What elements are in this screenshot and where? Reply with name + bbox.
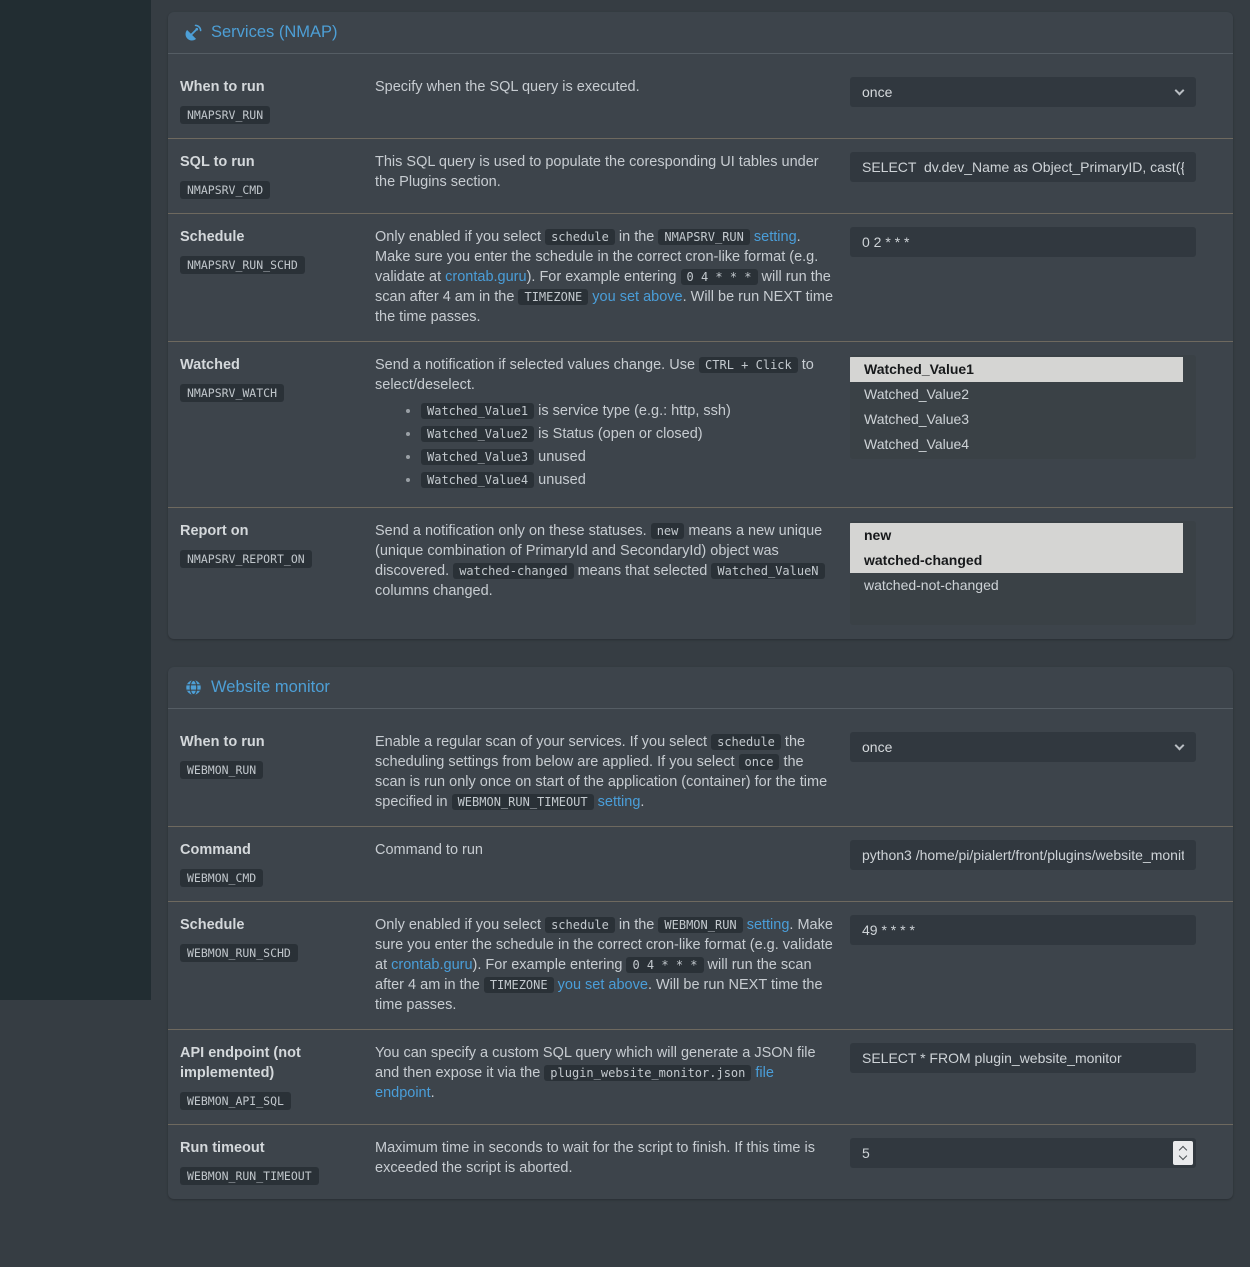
description-text: Specify when the SQL query is executed. bbox=[375, 79, 640, 95]
inline-link[interactable]: crontab.guru bbox=[445, 269, 526, 285]
setting-description bbox=[375, 839, 850, 887]
setting-label: Watched bbox=[180, 355, 375, 375]
setting-description bbox=[375, 226, 850, 327]
inline-code: TIMEZONE bbox=[518, 289, 588, 305]
inline-code: Watched_ValueN bbox=[711, 563, 824, 579]
setting-label-cell bbox=[180, 1137, 375, 1185]
setting-control-cell bbox=[850, 226, 1196, 327]
bullet-item bbox=[421, 401, 834, 421]
setting-number-input[interactable] bbox=[850, 1138, 1196, 1168]
setting-description bbox=[375, 76, 850, 124]
setting-select[interactable] bbox=[850, 77, 1196, 107]
description-text: the scheduling settings from below are applied. If you select bbox=[375, 734, 805, 770]
description-text: unused bbox=[534, 449, 586, 465]
inline-code: WEBMON_RUN bbox=[658, 917, 742, 933]
description-text: will run the scan after 4 am in the bbox=[375, 957, 812, 993]
setting-description bbox=[375, 520, 850, 625]
description-text: columns changed. bbox=[375, 583, 493, 599]
description-text: the scan is run only once on start of the application (container) for the time specified in bbox=[375, 754, 827, 810]
description-text: ). For example entering bbox=[527, 269, 681, 285]
setting-label-cell bbox=[180, 76, 375, 124]
inline-code: Watched_Value4 bbox=[421, 472, 534, 488]
setting-description bbox=[375, 1137, 850, 1185]
description-text: . Make sure you enter the schedule in the correct cron-like format (e.g. validate at bbox=[375, 917, 833, 973]
setting-key-badge: NMAPSRV_RUN bbox=[180, 106, 270, 124]
description-text: Send a notification only on these statuses. bbox=[375, 523, 651, 539]
inline-code: CTRL + Click bbox=[699, 357, 798, 373]
globe-icon bbox=[184, 679, 202, 697]
setting-multiselect[interactable] bbox=[850, 521, 1196, 625]
satellite-dish-icon bbox=[184, 24, 202, 42]
setting-label: When to run bbox=[180, 732, 375, 752]
setting-label-cell bbox=[180, 520, 375, 625]
setting-input[interactable] bbox=[850, 1043, 1196, 1073]
setting-control-cell bbox=[850, 839, 1196, 887]
description-bullet-list bbox=[375, 401, 834, 490]
panel-title: Website monitor bbox=[211, 678, 330, 697]
multiselect-option[interactable]: Watched_Value3 bbox=[850, 407, 1183, 432]
setting-key-badge: WEBMON_RUN bbox=[180, 761, 263, 779]
inline-link[interactable]: you set above bbox=[558, 977, 648, 993]
setting-label-cell bbox=[180, 354, 375, 493]
inline-code: schedule bbox=[545, 229, 615, 245]
description-text: Only enabled if you select bbox=[375, 917, 545, 933]
bullet-item bbox=[421, 447, 834, 467]
description-text: . Will be run NEXT time the time passes. bbox=[375, 977, 823, 1013]
inline-code: once bbox=[739, 754, 780, 770]
setting-row bbox=[168, 1124, 1233, 1199]
setting-control-cell bbox=[850, 731, 1196, 812]
setting-row bbox=[168, 341, 1233, 507]
setting-control-cell bbox=[850, 151, 1196, 199]
setting-label-cell bbox=[180, 1042, 375, 1110]
setting-key-badge: WEBMON_RUN_TIMEOUT bbox=[180, 1167, 319, 1185]
setting-label-cell bbox=[180, 151, 375, 199]
inline-link[interactable]: setting bbox=[747, 917, 790, 933]
inline-code: 0 4 * * * bbox=[681, 269, 758, 285]
setting-description bbox=[375, 1042, 850, 1110]
inline-code: TIMEZONE bbox=[484, 977, 554, 993]
setting-key-badge: NMAPSRV_WATCH bbox=[180, 384, 284, 402]
description-text: ). For example entering bbox=[473, 957, 627, 973]
setting-description bbox=[375, 354, 850, 493]
settings-content bbox=[151, 0, 1250, 1267]
setting-row bbox=[168, 826, 1233, 901]
setting-select[interactable] bbox=[850, 732, 1196, 762]
multiselect-option[interactable]: watched-not-changed bbox=[850, 573, 1183, 598]
setting-label-cell bbox=[180, 731, 375, 812]
inline-code: watched-changed bbox=[453, 563, 573, 579]
setting-key-badge: NMAPSRV_RUN_SCHD bbox=[180, 256, 305, 274]
description-text: Enable a regular scan of your services. If you select bbox=[375, 734, 711, 750]
panel-rows bbox=[168, 54, 1233, 639]
description-text: Command to run bbox=[375, 842, 483, 858]
setting-input[interactable] bbox=[850, 840, 1196, 870]
select-wrapper bbox=[850, 77, 1196, 107]
description-text: means that selected bbox=[574, 563, 712, 579]
description-text: Only enabled if you select bbox=[375, 229, 545, 245]
setting-input[interactable] bbox=[850, 227, 1196, 257]
inline-link[interactable]: setting bbox=[598, 794, 641, 810]
setting-key-badge: WEBMON_CMD bbox=[180, 869, 263, 887]
description-text: in the bbox=[615, 917, 659, 933]
setting-row bbox=[168, 709, 1233, 826]
setting-row bbox=[168, 54, 1233, 138]
sidebar bbox=[0, 0, 151, 1000]
setting-control-cell bbox=[850, 1137, 1196, 1185]
select-wrapper bbox=[850, 732, 1196, 762]
inline-code: schedule bbox=[545, 917, 615, 933]
setting-control-cell bbox=[850, 1042, 1196, 1110]
number-spinner[interactable] bbox=[1173, 1141, 1193, 1165]
setting-description bbox=[375, 731, 850, 812]
multiselect-option[interactable]: Watched_Value1 bbox=[850, 357, 1183, 382]
inline-code: NMAPSRV_RUN bbox=[658, 229, 749, 245]
inline-code: 0 4 * * * bbox=[626, 957, 703, 973]
inline-code: Watched_Value3 bbox=[421, 449, 534, 465]
inline-code: plugin_website_monitor.json bbox=[544, 1065, 751, 1081]
panel-rows bbox=[168, 709, 1233, 1199]
inline-code: Watched_Value2 bbox=[421, 426, 534, 442]
inline-code: WEBMON_RUN_TIMEOUT bbox=[452, 794, 594, 810]
description-text: Send a notification if selected values change. Use bbox=[375, 357, 699, 373]
setting-label: Run timeout bbox=[180, 1138, 375, 1158]
description-text: . Will be run NEXT time the time passes. bbox=[375, 289, 833, 325]
number-input-wrapper bbox=[850, 1138, 1196, 1168]
setting-control-cell bbox=[850, 354, 1196, 493]
description-text: in the bbox=[615, 229, 659, 245]
panel-header bbox=[168, 667, 1233, 709]
setting-control-cell bbox=[850, 520, 1196, 625]
panel-title: Services (NMAP) bbox=[211, 23, 338, 42]
spinner-down-icon[interactable] bbox=[1179, 1152, 1187, 1160]
description-text: will run the scan after 4 am in the bbox=[375, 269, 831, 305]
inline-link[interactable]: file endpoint bbox=[375, 1065, 774, 1101]
setting-row bbox=[168, 213, 1233, 341]
bullet-item bbox=[421, 470, 834, 490]
setting-control-cell bbox=[850, 76, 1196, 124]
inline-code: Watched_Value1 bbox=[421, 403, 534, 419]
multiselect-option[interactable]: watched-changed bbox=[850, 548, 1183, 573]
setting-label-cell bbox=[180, 839, 375, 887]
description-text: to select/deselect. bbox=[375, 357, 814, 393]
description-text: Maximum time in seconds to wait for the script to finish. If this time is exceeded the script is aborted. bbox=[375, 1140, 815, 1176]
inline-link[interactable]: crontab.guru bbox=[391, 957, 472, 973]
setting-label: Schedule bbox=[180, 915, 375, 935]
description-text: is service type (e.g.: http, ssh) bbox=[534, 403, 731, 419]
setting-label: SQL to run bbox=[180, 152, 375, 172]
description-text: This SQL query is used to populate the coresponding UI tables under the Plugins section. bbox=[375, 154, 819, 190]
setting-label: Report on bbox=[180, 521, 375, 541]
setting-label: When to run bbox=[180, 77, 375, 97]
setting-key-badge: WEBMON_API_SQL bbox=[180, 1092, 291, 1110]
setting-row bbox=[168, 1029, 1233, 1124]
settings-panel bbox=[168, 667, 1233, 1199]
description-text: You can specify a custom SQL query which will generate a JSON file and then expose it via the bbox=[375, 1045, 816, 1081]
setting-label-cell bbox=[180, 226, 375, 327]
multiselect-option[interactable]: Watched_Value4 bbox=[850, 432, 1183, 457]
description-text: is Status (open or closed) bbox=[534, 426, 702, 442]
setting-input[interactable] bbox=[850, 152, 1196, 182]
setting-row bbox=[168, 507, 1233, 639]
description-text: . Make sure you enter the schedule in the correct cron-like format (e.g. validate at bbox=[375, 229, 818, 285]
setting-description bbox=[375, 151, 850, 199]
setting-label: Schedule bbox=[180, 227, 375, 247]
setting-key-badge: NMAPSRV_REPORT_ON bbox=[180, 550, 312, 568]
setting-input[interactable] bbox=[850, 915, 1196, 945]
settings-panel bbox=[168, 12, 1233, 639]
inline-code: new bbox=[651, 523, 685, 539]
multiselect-option[interactable]: new bbox=[850, 523, 1183, 548]
inline-link[interactable]: you set above bbox=[592, 289, 682, 305]
bullet-item bbox=[421, 424, 834, 444]
setting-row bbox=[168, 901, 1233, 1029]
inline-code: schedule bbox=[711, 734, 781, 750]
setting-row bbox=[168, 138, 1233, 213]
setting-label: API endpoint (not implemented) bbox=[180, 1043, 375, 1083]
multiselect-option[interactable]: Watched_Value2 bbox=[850, 382, 1183, 407]
description-text: . bbox=[640, 794, 644, 810]
setting-multiselect[interactable] bbox=[850, 355, 1196, 459]
description-text: means a new unique (unique combination of PrimaryId and SecondaryId) object was discovered. bbox=[375, 523, 822, 579]
setting-key-badge: NMAPSRV_CMD bbox=[180, 181, 270, 199]
description-text: unused bbox=[534, 472, 586, 488]
inline-link[interactable]: setting bbox=[754, 229, 797, 245]
panel-header bbox=[168, 12, 1233, 54]
setting-key-badge: WEBMON_RUN_SCHD bbox=[180, 944, 298, 962]
description-text: . bbox=[431, 1085, 435, 1101]
setting-label: Command bbox=[180, 840, 375, 860]
